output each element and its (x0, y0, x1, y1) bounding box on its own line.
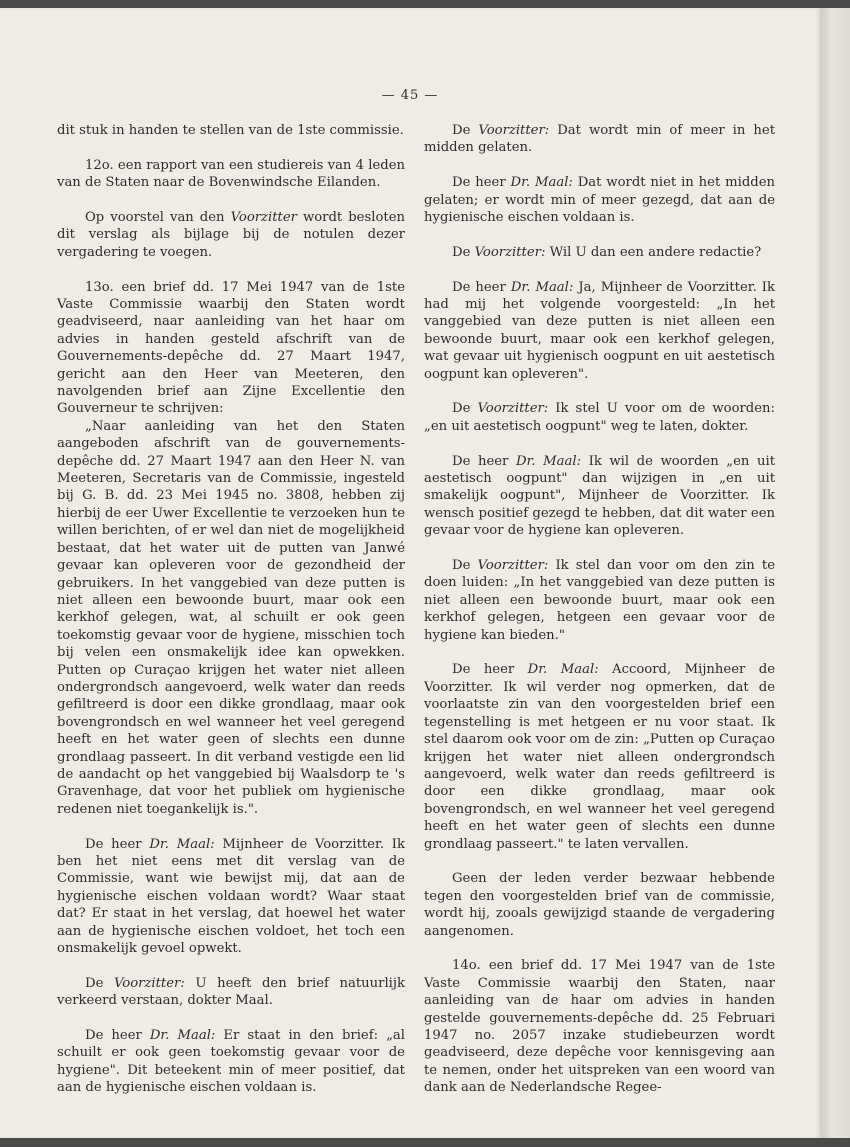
adjacent-page-edge (820, 8, 850, 1138)
text-run: De heer (85, 1028, 150, 1044)
text-run: De (85, 975, 114, 991)
paragraph (57, 1027, 405, 1097)
text-run: Dat wordt niet in het midden gelaten; er wordt min of meer gezegd, dat aan de hygienische eischen voldaan is. (424, 175, 776, 226)
page-number: — 45 — (381, 88, 439, 103)
quoted-letter: „Naar aanleiding van het den Staten aangeboden afschrift van de gouvernements-depêche dd. 27 Maart 1947 aan den Heer N. van Meeteren, Secretaris van de Commissie, ingesteld bij G. B. dd. 23 Mei 1945 no. 3808, hebben zij hierbij de eer Uwer Excellentie te verzoeken hun te willen berichten, of er wel dan niet de mogelijkheid bestaat, dat het water uit de putten van Janwé gevaar kan opleveren voor de gezondheid der gebruikers. In het vanggebied van deze putten is niet alleen een bewoonde buurt, maar ook een kerkhof gelegen, wat, al schuilt er ook geen toekomstig gevaar voor de hygiene, misschien toch bij velen een onsmakelijk idee kan opwekken. Putten op Curaçao krijgen het water niet alleen ondergrondsch aangevoerd, welk water dan reeds gefiltreerd is door een dikke grondlaag, maar ook bovengrondsch en wel wanneer het veel geregend heeft en het water geen of slechts een dunne grondlaag passeert. In dit verband vestigde een lid de aandacht op het vanggebied bij Waalsdorp te 's Gravenhage, dat voor het publiek om hygienische redenen niet toegankelijk is.". (57, 418, 405, 817)
paragraph (424, 661, 775, 852)
paragraph (424, 279, 775, 383)
paragraph: dit stuk in handen te stellen van de 1ste commissie. (57, 123, 404, 138)
text-run: Er staat in den brief: „al schuilt er ook geen toekomstig gevaar voor de hygiene". Dit beteekent min of meer positief, dat aan de hygienische eischen voldaan is. (57, 1028, 405, 1096)
document-page (0, 8, 820, 1138)
text-run: Accoord, Mijnheer de Voorzitter. Ik wil verder nog opmerken, dat de voorlaatste zin van den voorgestelden brief een tegenstelling is met hetgeen er nu voor staat. Ik stel daarom ook voor om de zin: „Putten op Curaçao krijgen het water niet alleen ondergrondsch aangevoerd, welk water dan reeds gefiltreerd is door een dikke grondlaag, maar ook bovengrondsch, en wel wanneer het veel geregend heeft en het water geen of slechts een dunne grondlaag passeert." te laten vervallen. (424, 662, 776, 852)
text-run: De heer (85, 836, 150, 852)
text-run: De (452, 123, 479, 138)
paragraph (424, 174, 775, 226)
text-run: De (452, 558, 478, 574)
text-run: U heeft den brief natuurlijk verkeerd verstaan, dokter Maal. (57, 975, 405, 1009)
paragraph (57, 209, 405, 261)
text-run: Ik wil de woorden „en uit aestetisch oogpunt" dan wijzigen in „en uit smakelijk oogpunt", Mijnheer de Voorzitter. Ik wensch positief gezegd te hebben, dat dit water een gevaar voor de hygiene kan opleveren. (424, 453, 775, 539)
left-column (57, 122, 405, 1114)
speaker-italic: Voorzitter: (477, 401, 549, 417)
speaker-italic: Dr. Maal: (149, 836, 215, 852)
text-run: De heer (452, 175, 511, 191)
paragraph (424, 244, 775, 261)
text-run: Op voorstel van den (85, 210, 231, 225)
text-run: De heer (452, 279, 511, 295)
paragraph: 12o. een rapport van een studiereis van 4 leden van de Staten naar de Bovenwindsche Eilanden. (57, 157, 405, 191)
paragraph: Geen der leden verder bezwaar hebbende tegen den voorgestelden brief van de commissie, wordt hij, zooals gewijzigd staande de vergadering aangenomen. (424, 871, 775, 939)
paragraph: 14o. een brief dd. 17 Mei 1947 van de 1ste Vaste Commissie waarbij den Staten, naar aanleiding van de haar om advies in handen gestelde gouvernements-depêche dd. 25 Februari 1947 no. 2057 inzake studiebeurzen wordt geadviseerd, deze depêche voor kennisgeving aan te nemen, onder het uitspreken van een woord van dank aan de Nederlandsche Regee- (424, 958, 775, 1096)
text-run: Dat wordt min of meer in het midden gelaten. (424, 123, 775, 156)
text-run: Ik stel U voor om de woorden: „en uit aestetisch oogpunt" weg te laten, dokter. (424, 401, 775, 434)
paragraph (424, 400, 775, 435)
paragraph (424, 453, 775, 540)
speaker-italic: Voorzitter: (113, 975, 185, 991)
speaker-italic: Voorzitter (230, 210, 297, 225)
text-run: Mijnheer de Voorzitter. Ik ben het niet eens met dit verslag van de Commissie, want wie bewijst mij, dat aan de hygienische eischen voldaan wordt? Waar staat dat? Er staat in het verslag, dat hoewel het water aan de hygienische eischen voldoet, het toch een onsmakelijk gevoel opwekt. (57, 836, 406, 957)
paragraph (57, 975, 405, 1010)
text-run: De heer (452, 453, 516, 469)
text-run: De (452, 244, 475, 260)
paragraph (424, 122, 775, 157)
text-run: Wil U dan een andere redactie? (545, 244, 762, 260)
speaker-italic: Dr. Maal: (510, 175, 573, 191)
right-column (424, 122, 775, 1114)
speaker-italic: Dr. Maal: (527, 662, 599, 678)
speaker-italic: Voorzitter: (478, 123, 550, 138)
text-run: De (452, 401, 478, 417)
speaker-italic: Dr. Maal: (149, 1028, 216, 1044)
text-run: Ja, Mijnheer de Voorzitter. Ik had mij het volgende voorgesteld: „In het vanggebied van deze putten is niet alleen een bewoonde buurt, maar ook een kerkhof gelegen, wat gevaar uit hygienisch oogpunt en uit aestetisch oogpunt kan opleveren". (424, 279, 776, 382)
text-run: De heer (452, 662, 528, 678)
paragraph: 13o. een brief dd. 17 Mei 1947 van de 1ste Vaste Commissie waarbij den Staten wordt geadviseerd, naar aanleiding van het haar om advies in handen gesteld afschrift van de Gouvernements-depêche dd. 27 Maart 1947, gericht aan den Heer van Meeteren, den navolgenden brief aan Zijne Excellentie den Gouverneur te schrijven: (57, 279, 405, 417)
speaker-italic: Dr. Maal: (510, 279, 574, 295)
speaker-italic: Voorzitter: (477, 558, 549, 574)
speaker-italic: Dr. Maal: (515, 453, 582, 469)
speaker-italic: Voorzitter: (474, 244, 546, 260)
paragraph (424, 557, 775, 644)
text-run: Ik stel dan voor om den zin te doen luiden: „In het vanggebied van deze putten is niet alleen een bewoonde buurt, maar ook een kerkhof gelegen, hetgeen een gevaar voor de hygiene kan bieden." (424, 558, 776, 643)
paragraph (57, 836, 405, 958)
text-run: wordt besloten dit verslag als bijlage bij de notulen dezer vergadering te voegen. (57, 210, 405, 260)
